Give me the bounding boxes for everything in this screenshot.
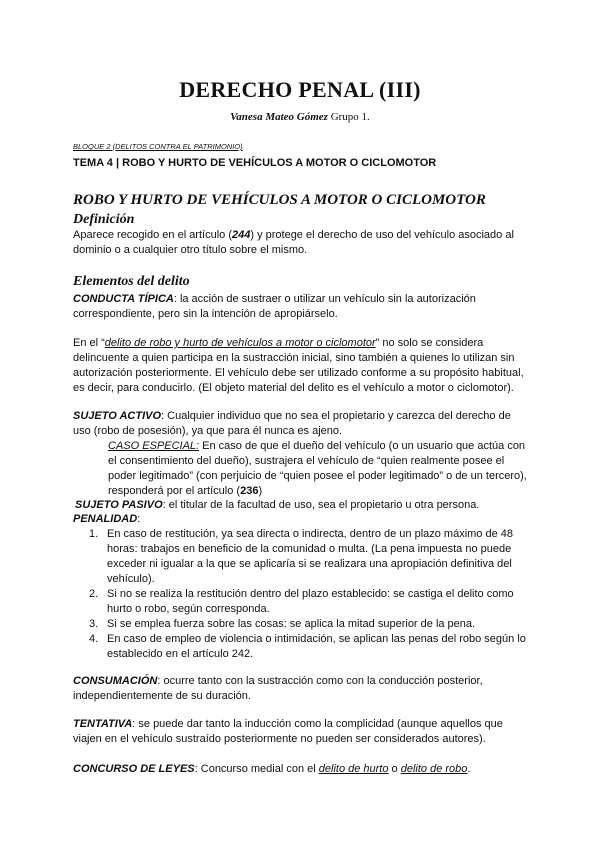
list-item [73, 587, 529, 617]
article-244: 244 [231, 229, 251, 241]
penalidad-colon: : [137, 513, 141, 525]
list-item [73, 632, 529, 662]
elementos-heading: Elementos del delito [73, 274, 190, 289]
list-item [73, 617, 529, 632]
author-name: Vanesa Mateo Gómez [230, 111, 328, 123]
penalidad-label: PENALIDAD [73, 513, 138, 525]
article-236: 236 [240, 485, 259, 497]
delito-robo-link[interactable]: delito de robo [400, 763, 468, 775]
activo-paragraph [73, 409, 529, 439]
bloque-label: BLOQUE 2 (DELITOS CONTRA EL PATRIMONIO) [73, 142, 243, 151]
consumacion-text: : ocurre tanto con la sustracción como con la conducción posterior, independientemente de su duración. [73, 675, 483, 702]
penalidad-heading [73, 512, 529, 527]
caso-text-a: En caso de que el dueño del vehículo (o un usuario que actúa con el consentimiento del dueño), sustrajera el vehículo de “quien realmente posee el poder legitimado” (con perjuicio de “quien posee el poder legitimado” o de un tercero), responderá por el artículo ( [108, 440, 527, 497]
activo-label: SUJETO ACTIVO [73, 410, 162, 422]
list-item-text: En caso de empleo de violencia o intimidación, se aplican las penas del robo según lo establecido en el artículo 242. [107, 633, 526, 660]
delito-paragraph [73, 336, 529, 396]
list-item-number: 3. [89, 618, 99, 630]
delito-link[interactable]: delito de robo y hurto de vehículos a motor o ciclomotor [104, 337, 376, 349]
concurso-o: o [388, 763, 401, 775]
conducta-label: CONDUCTA TÍPICA [73, 293, 174, 305]
author-line [0, 110, 600, 124]
penalidad-list [73, 527, 529, 662]
definicion-heading: Definición [73, 212, 135, 227]
pasivo-label: SUJETO PASIVO [75, 499, 163, 511]
section-title: ROBO Y HURTO DE VEHÍCULOS A MOTOR O CICLOMOTOR [73, 192, 486, 208]
list-item-number: 2. [89, 588, 99, 600]
conducta-text: : la acción de sustraer o utilizar un vehículo sin la autorización correspondiente, pero sin la intención de apropiárselo. [73, 293, 476, 320]
delito-hurto-link[interactable]: delito de hurto [318, 763, 389, 775]
pasivo-text: : el titular de la facultad de uso, sea el propietario u otra persona. [162, 499, 480, 511]
pasivo-paragraph [75, 498, 531, 513]
caso-text-b: ) [258, 485, 263, 497]
consumacion-label: CONSUMACIÓN [73, 675, 158, 687]
consumacion-paragraph [73, 674, 529, 704]
concurso-paragraph [73, 762, 529, 777]
document-title: DERECHO PENAL (III) [179, 77, 421, 102]
tentativa-label: TENTATIVA [73, 718, 133, 730]
list-item-text: Si no se realiza la restitución dentro del plazo establecido: se castiga el delito como hurto o robo, según corresponda. [107, 588, 514, 615]
concurso-end: . [467, 763, 471, 775]
tentativa-text: : se puede dar tanto la inducción como la complicidad (aunque aquellos que viajen en el vehículo sustraído posteriormente no pueden ser considerados autores). [73, 718, 503, 745]
definicion-text-a: Aparece recogido en el artículo ( [73, 229, 232, 241]
list-item [73, 527, 529, 587]
list-item-number: 1. [89, 528, 99, 540]
concurso-label: CONCURSO DE LEYES [73, 763, 195, 775]
delito-text-a: En el “ [73, 337, 105, 349]
list-item-number: 4. [89, 633, 99, 645]
tema-heading: TEMA 4 | ROBO Y HURTO DE VEHÍCULOS A MOTOR O CICLOMOTOR [73, 157, 437, 169]
conducta-paragraph [73, 292, 529, 322]
list-item-text: Si se emplea fuerza sobre las cosas: se aplica la mitad superior de la pena. [107, 618, 476, 630]
definicion-text-b: ) y protege el derecho de uso del vehículo asociado al dominio o a cualquier otro título sobre el mismo. [73, 229, 514, 256]
definicion-paragraph [73, 228, 529, 258]
caso-especial-paragraph [108, 439, 529, 499]
group-label: Grupo 1. [330, 111, 370, 123]
caso-especial-label: CASO ESPECIAL: [108, 440, 200, 452]
tentativa-paragraph [73, 717, 529, 747]
activo-text: : Cualquier individuo que no sea el propietario y carezca del derecho de uso (robo de posesión), ya que para él nunca es ajeno. [73, 410, 511, 437]
list-item-text: En caso de restitución, ya sea directa o indirecta, dentro de un plazo máximo de 48 horas: trabajos en beneficio de la comunidad o multa. (La pena impuesta no puede exceder ni igualar a la que se aplicaría si se realizara una apropiación definitiva del vehículo). [107, 528, 514, 585]
delito-text-b: ” no solo se considera delincuente a quien participa en la sustracción inicial, sino también a quienes lo utilizan sin autorización posteriormente. El vehículo debe ser utilizado conforme a su propósito habitual, es decir, para conducirlo. (El objeto material del delito es el vehículo a motor o ciclomotor). [73, 337, 524, 394]
concurso-text: : Concurso medial con el [194, 763, 319, 775]
